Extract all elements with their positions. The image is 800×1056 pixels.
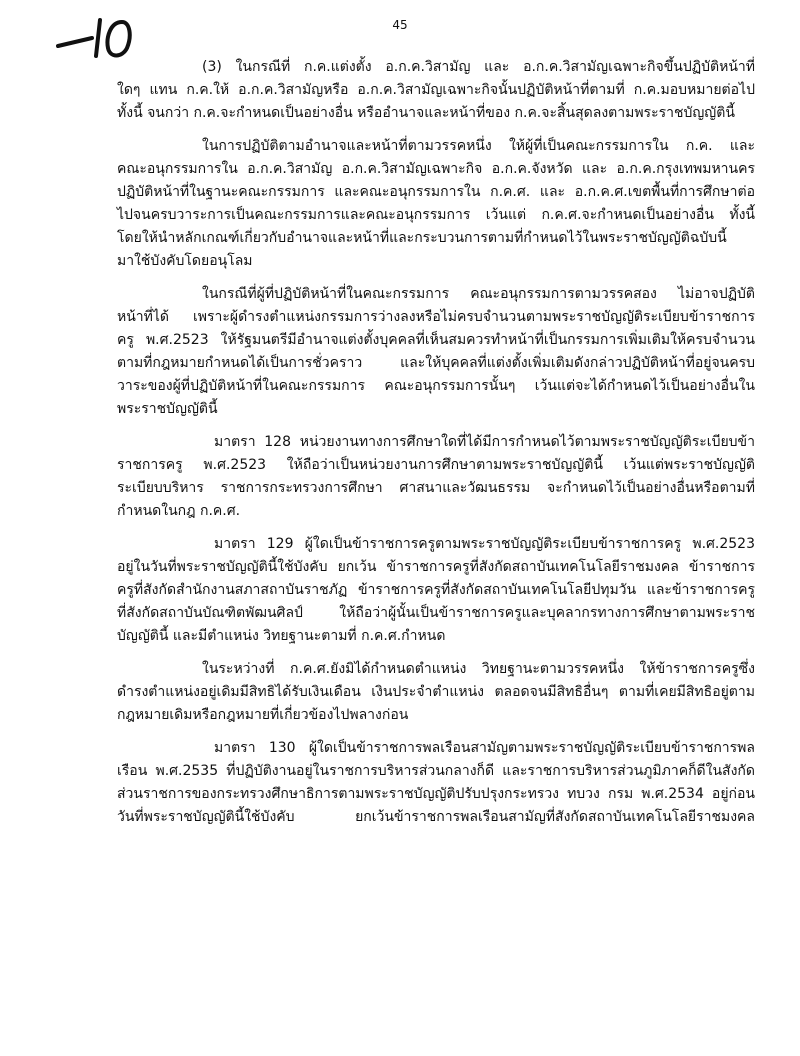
document-body	[117, 56, 755, 829]
text-line: ในกรณีที่ผู้ที่ปฏิบัติหน้าที่ในคณะกรรมการ คณะอนุกรรมการตามวรรคสอง ไม่อาจปฏิบัติ	[202, 286, 755, 302]
text-line: มาตรา 129 ผู้ใดเป็นข้าราชการครูตามพระราชบัญญัติระเบียบข้าราชการครู พ.ศ.2523	[214, 536, 755, 552]
text-line: วาระของผู้ที่ปฏิบัติหน้าที่ในคณะกรรมการ คณะอนุกรรมการนั้นๆ เว้นแต่จะได้กำหนดไว้เป็นอย่างอื่นใน	[117, 378, 755, 394]
text-line: กฎหมายเดิมหรือกฎหมายที่เกี่ยวข้องไปพลางก่อน	[117, 707, 409, 723]
text-line: ตามที่กฎหมายกำหนดได้เป็นการชั่วคราว และให้บุคคลที่แต่งตั้งเพิ่มเติมดังกล่าวปฏิบัติหน้าที่อยู่จนครบ	[117, 355, 755, 371]
text-line: อยู่ในวันที่พระราชบัญญัตินี้ใช้บังคับ ยกเว้น ข้าราชการครูที่สังกัดสถาบันเทคโนโลยีราชมงคล ข้าราชการ	[117, 559, 755, 575]
text-line: ปฏิบัติหน้าที่ในฐานะคณะกรรมการ และคณะอนุกรรมการใน ก.ค.ศ. และ อ.ก.ค.ศ.เขตพื้นที่การศึกษาต่อ	[117, 184, 755, 200]
text-line: ครูที่สังกัดสำนักงานสภาสถาบันราชภัฏ ข้าราชการครูที่สังกัดสถาบันเทคโนโลยีปทุมวัน และข้าราชการครู	[117, 582, 755, 598]
text-line: ครู พ.ศ.2523 ให้รัฐมนตรีมีอำนาจแต่งตั้งบุคคลที่เห็นสมควรทำหน้าที่เป็นกรรมการเพิ่มเติมให้ครบจำนวน	[117, 332, 755, 348]
paragraph	[117, 135, 755, 273]
text-line: ส่วนราชการของกระทรวงศึกษาธิการตามพระราชบัญญัติปรับปรุงกระทรวง ทบวง กรม พ.ศ.2534 อยู่ก่อน	[117, 786, 755, 802]
paragraph	[117, 737, 755, 829]
paragraph	[117, 431, 755, 523]
text-line: กำหนดในกฎ ก.ค.ศ.	[117, 503, 241, 519]
text-line: หน้าที่ได้ เพราะผู้ดำรงตำแหน่งกรรมการว่างลงหรือไม่ครบจำนวนตามพระราชบัญญัติระเบียบข้าราชการ	[117, 309, 755, 325]
text-line: ในการปฏิบัติตามอำนาจและหน้าที่ตามวรรคหนึ่ง ให้ผู้ที่เป็นคณะกรรมการใน ก.ค. และ	[202, 138, 755, 154]
text-line: เรือน พ.ศ.2535 ที่ปฏิบัติงานอยู่ในราชการบริหารส่วนกลางก็ดี และราชการบริหารส่วนภูมิภาคก็ดีในสังกัด	[117, 763, 755, 779]
paragraph	[117, 533, 755, 648]
text-line: ใดๆ แทน ก.ค.ให้ อ.ก.ค.วิสามัญหรือ อ.ก.ค.วิสามัญเฉพาะกิจนั้นปฏิบัติหน้าที่ตามที่ ก.ค.มอบหมายต่อไป	[117, 82, 755, 98]
paragraph	[117, 283, 755, 421]
page-number: 45	[392, 18, 408, 32]
text-line: ที่สังกัดสถาบันบัณฑิตพัฒนศิลป์ ให้ถือว่าผู้นั้นเป็นข้าราชการครูและบุคลากรทางการศึกษาตามพระราช	[117, 605, 755, 621]
paragraph	[117, 56, 755, 125]
text-line: มาตรา 130 ผู้ใดเป็นข้าราชการพลเรือนสามัญตามพระราชบัญญัติระเบียบข้าราชการพล	[214, 740, 755, 756]
text-line: ทั้งนี้ จนกว่า ก.ค.จะกำหนดเป็นอย่างอื่น หรืออำนาจและหน้าที่ของ ก.ค.จะสิ้นสุดลงตามพระราชบัญญัตินี้	[117, 105, 735, 121]
text-line: ระเบียบบริหาร ราชการกระทรวงการศึกษา ศาสนาและวัฒนธรรม จะกำหนดไว้เป็นอย่างอื่นหรือตามที่	[117, 480, 755, 496]
text-line: มาตรา 128 หน่วยงานทางการศึกษาใดที่ได้มีการกำหนดไว้ตามพระราชบัญญัติระเบียบข้า	[214, 434, 755, 450]
text-line: ดำรงตำแหน่งอยู่เดิมมีสิทธิได้รับเงินเดือน เงินประจำตำแหน่ง ตลอดจนมีสิทธิอื่นๆ ตามที่เคยมีสิทธิอยู่ตาม	[117, 684, 755, 700]
text-line: โดยให้นำหลักเกณฑ์เกี่ยวกับอำนาจและหน้าที่และกระบวนการตามที่กำหนดไว้ในพระราชบัญญัติฉบับนี้	[117, 230, 727, 246]
text-line: มาใช้บังคับโดยอนุโลม	[117, 253, 253, 269]
text-line: บัญญัตินี้ และมีตำแหน่ง วิทยฐานะตามที่ ก.ค.ศ.กำหนด	[117, 628, 446, 644]
text-line: ในระหว่างที่ ก.ค.ศ.ยังมิได้กำหนดตำแหน่ง วิทยฐานะตามวรรคหนึ่ง ให้ข้าราชการครูซึ่ง	[202, 661, 755, 677]
text-line: คณะอนุกรรมการใน อ.ก.ค.วิสามัญ อ.ก.ค.วิสามัญเฉพาะกิจ อ.ก.ค.จังหวัด และ อ.ก.ค.กรุงเทพมหานคร	[117, 161, 755, 177]
text-line: ราชการครู พ.ศ.2523 ให้ถือว่าเป็นหน่วยงานการศึกษาตามพระราชบัญญัตินี้ เว้นแต่พระราชบัญญัติ	[117, 457, 755, 473]
text-line: วันที่พระราชบัญญัตินี้ใช้บังคับ ยกเว้นข้าราชการพลเรือนสามัญที่สังกัดสถาบันเทคโนโลยีราชมงคล	[117, 809, 755, 825]
text-line: พระราชบัญญัตินี้	[117, 401, 218, 417]
text-line: (3) ในกรณีที่ ก.ค.แต่งตั้ง อ.ก.ค.วิสามัญ และ อ.ก.ค.วิสามัญเฉพาะกิจขึ้นปฏิบัติหน้าที่	[202, 59, 755, 75]
paragraph	[117, 658, 755, 727]
text-line: ไปจนครบวาระการเป็นคณะกรรมการและคณะอนุกรรมการ เว้นแต่ ก.ค.ศ.จะกำหนดเป็นอย่างอื่น ทั้งนี้	[117, 207, 755, 223]
